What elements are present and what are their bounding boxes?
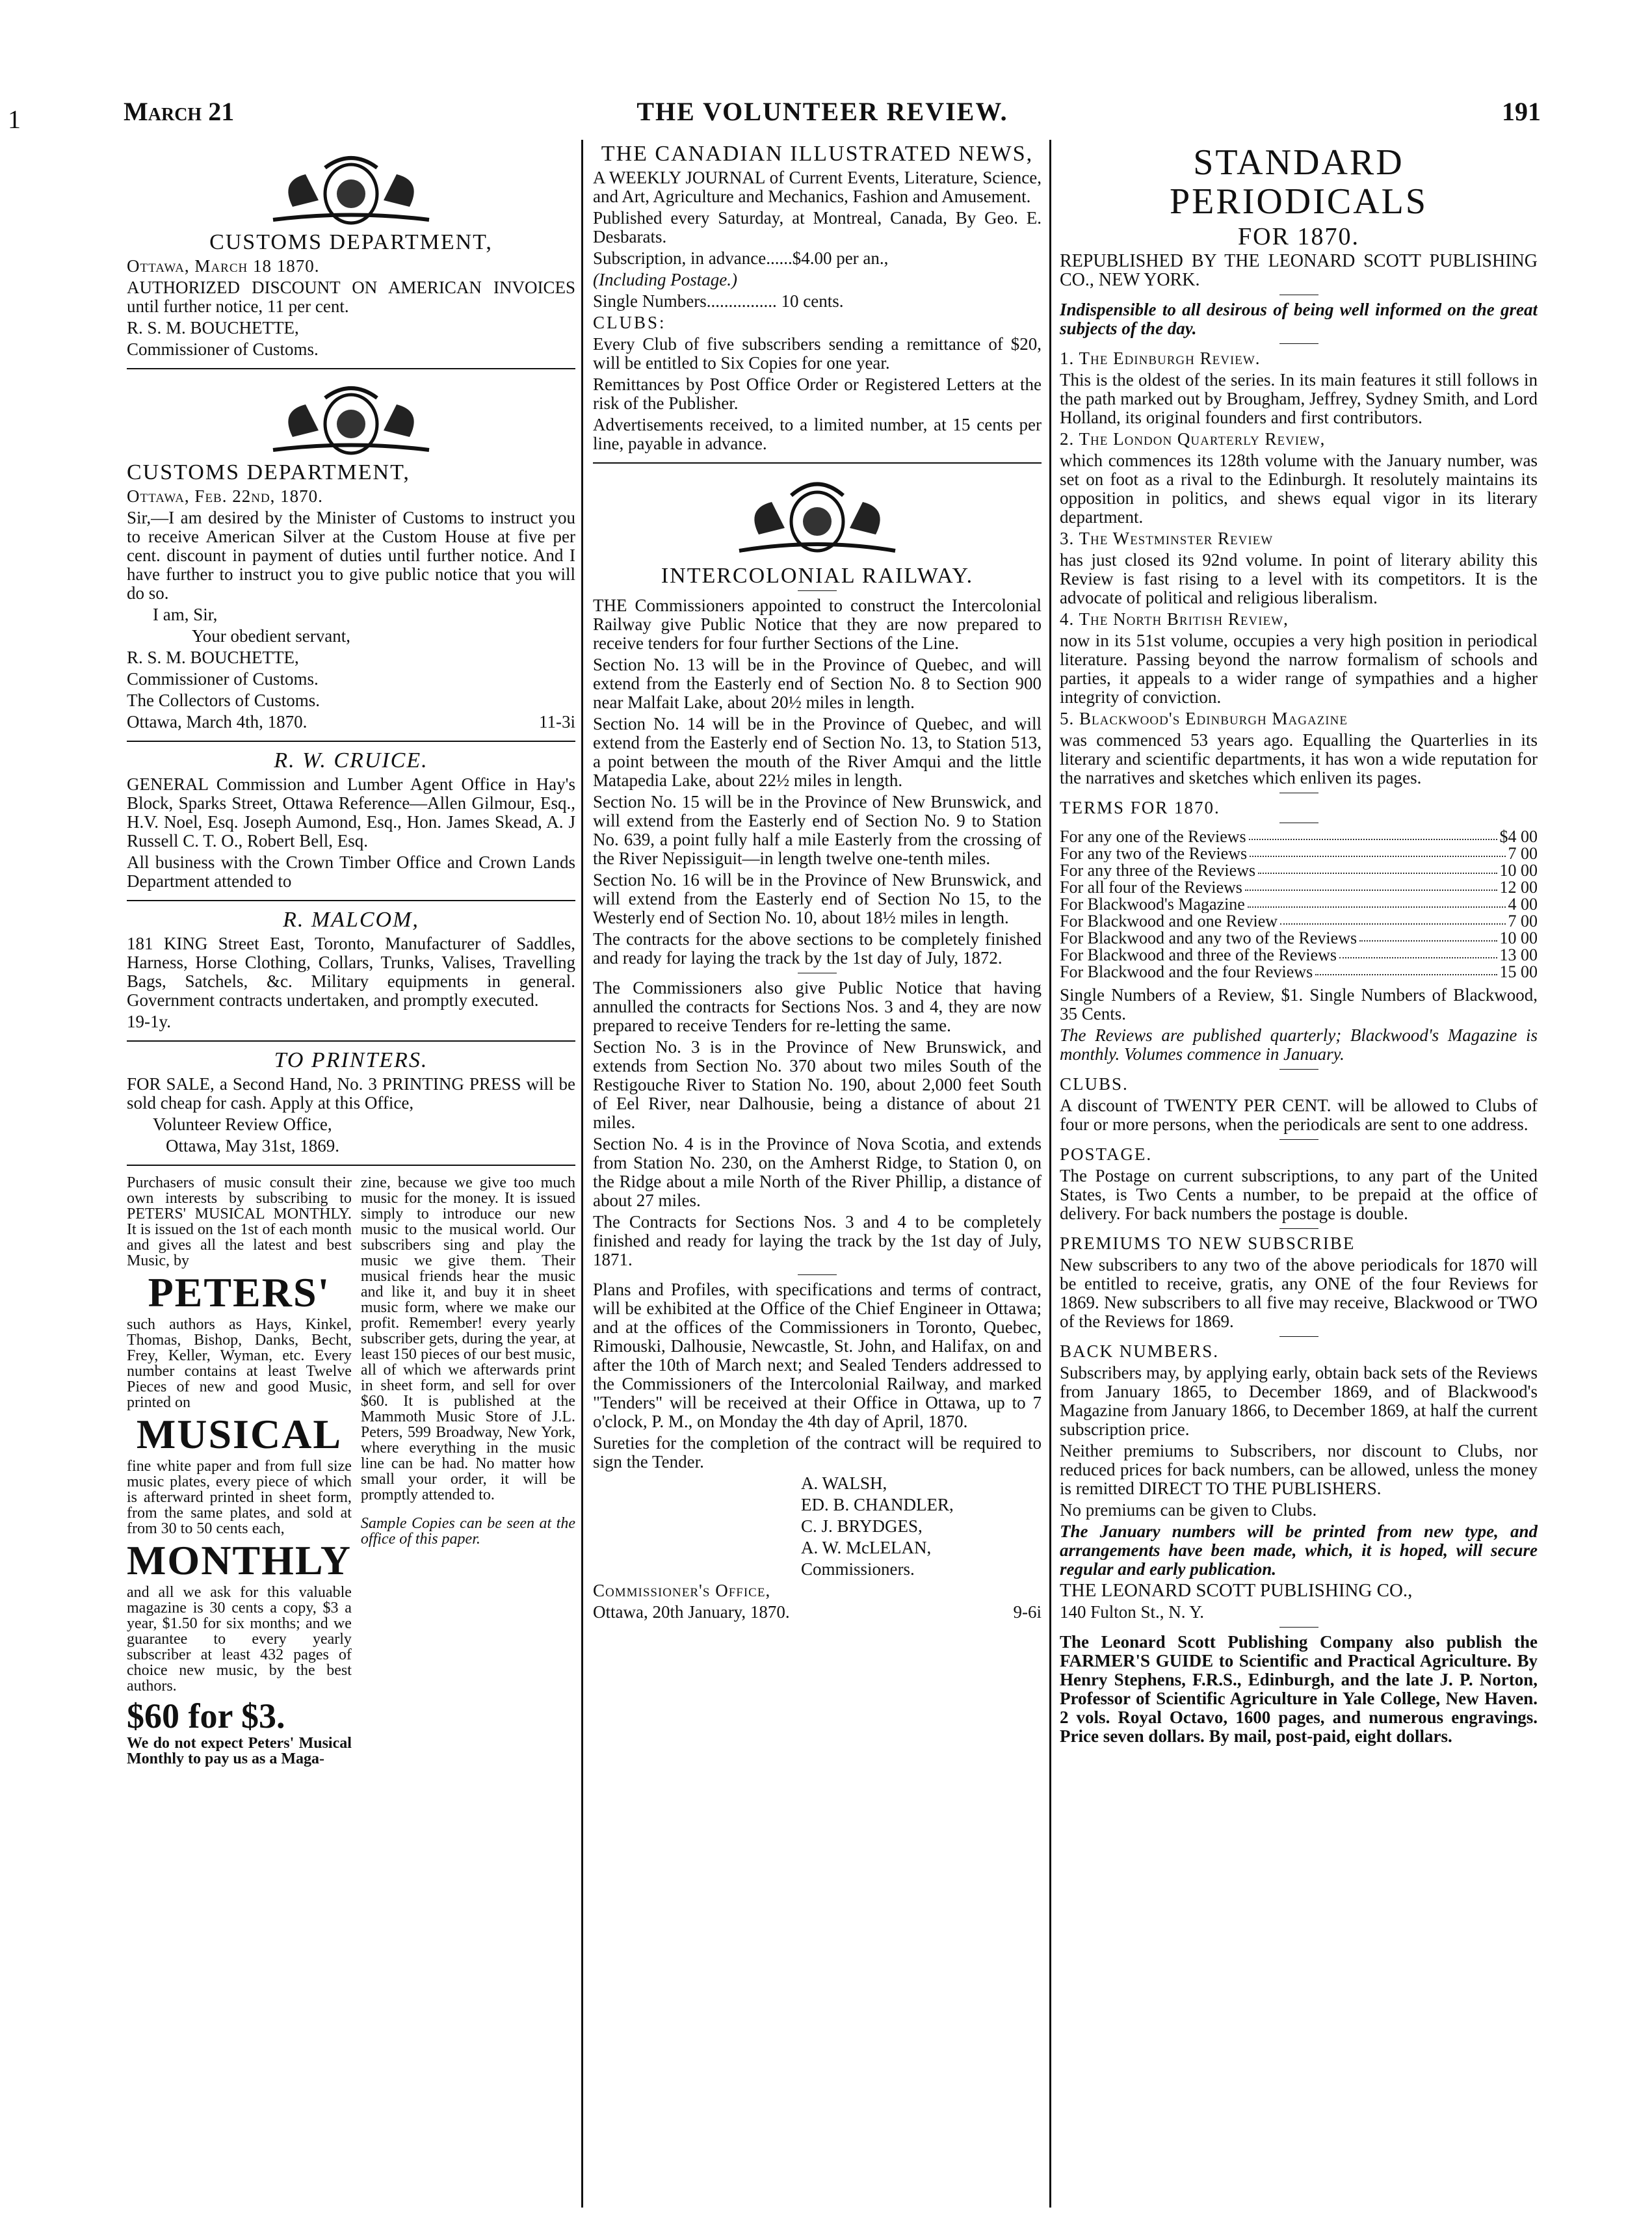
railway-p11: Plans and Profiles, with specifications and terms of contract, will be exhibited at the Office of the Chief Engineer in Ottawa; and at the offices of the Commissioners in Toronto, Quebec, Rimouski, Dalhousie, Newcastle, St. John, and Halifax, on and after the 10th of March next; and Sealed Tenders addressed to the Commissioners of the Intercolonial Railway, and marked "Tenders" will be received at their Office in Ottawa, up to 7 o'clock, P. M., on Monday the 4th day of April, 1870. — [593, 1280, 1042, 1431]
railway-office-date — [593, 1603, 1042, 1622]
railway-p3: Section No. 14 will be in the Province of Quebec, and will extend from the Easterly end of Section No. 13, to Station 513, a point between the mouth of the River Amqui and the little Matapedia Lake, about 22½ miles in length. — [593, 714, 1042, 790]
ad-ref: 19-1y. — [127, 1012, 171, 1031]
cruice-body: GENERAL Commission and Lumber Agent Office in Hay's Block, Sparks Street, Ottawa Reference—Allen Gilmour, Esq., H.V. Noel, Esq. Joseph Aumond, Esq., Hon. James Skead, A. J Russell C. T. O., Robert Bell, Esq. — [127, 774, 575, 851]
periodicals-year: FOR 1870. — [1238, 223, 1359, 250]
terms-row — [1060, 879, 1538, 896]
divider — [593, 462, 1042, 464]
leader-dots — [1249, 828, 1497, 840]
premiums-heading: PREMIUMS TO NEW SUBSCRIBE — [1060, 1233, 1356, 1253]
newspaper-title: THE VOLUNTEER REVIEW. — [636, 97, 1008, 126]
terms-row — [1060, 896, 1538, 913]
short-rule — [1279, 1069, 1318, 1070]
cin-clubs-body: Every Club of five subscribers sending a remittance of $20, will be entitled to Six Copies for one year. — [593, 334, 1042, 373]
customs-date: Ottawa, Feb. 22nd, 1870. — [127, 486, 323, 506]
sample-copies: Sample Copies can be seen at the office of this paper. — [360, 1515, 575, 1548]
clubs-body: A discount of TWENTY PER CENT. will be allowed to Clubs of four or more persons, when the periodicals are sent to one address. — [1060, 1096, 1538, 1134]
divider — [127, 1040, 575, 1042]
short-rule — [1279, 1627, 1318, 1628]
review-body: was commenced 53 years ago. Equalling the Quarterlies in its literary and scientific departments, it has won a wide reputation for the narratives and sketches which enliven its pages. — [1060, 730, 1538, 787]
leader-dots — [1248, 896, 1506, 908]
terms-row — [1060, 913, 1538, 930]
customs-signer: R. S. M. BOUCHETTE, — [127, 318, 299, 337]
cin-single: Single Numbers................ 10 cents. — [593, 291, 844, 311]
malcom-heading: R. MALCOM, — [283, 908, 419, 932]
premiums-body: New subscribers to any two of the above periodicals for 1870 will be entitled to receive, gratis, any ONE of the four Reviews for 1869. New subscribers to all five may receive, Blackwood or TWO of the Reviews for 1869. — [1060, 1255, 1538, 1331]
customs-signer-title: Commissioner of Customs. — [127, 669, 319, 689]
back-numbers-heading: BACK NUMBERS. — [1060, 1341, 1220, 1361]
cin-body: A WEEKLY JOURNAL of Current Events, Literature, Science, and Art, Agriculture and Mechanics, Fashion and Amusement. — [593, 168, 1042, 206]
margin-mark: 1 — [8, 105, 21, 134]
railway-p4: Section No. 15 will be in the Province of New Brunswick, and will extend from the Easterly end of Section No. 9 to Station No. 639, a point fully half a mile Easterly from the crossing of the River Nepissiguit—in length twelve one-tenth miles. — [593, 792, 1042, 868]
terms-label: For any one of the Reviews — [1060, 828, 1246, 845]
peters-text: Purchasers of music consult their own interests by subscribing to PETERS' MUSICAL MONTHLY. It is issued on the 1st of each month and gives all the latest and best Music, by — [127, 1174, 352, 1269]
peters-text: such authors as Hays, Kinkel, Thomas, Bishop, Danks, Becht, Frey, Keller, Wyman, etc. Every number contains at least Twelve Pieces of new and good Music, printed on — [127, 1316, 352, 1411]
customs-heading: CUSTOMS DEPARTMENT, — [209, 230, 493, 254]
railway-signatures — [593, 1474, 1042, 1579]
terms-heading: TERMS FOR 1870. — [1060, 798, 1220, 817]
customs-signer-title: Commissioner of Customs. — [127, 339, 319, 359]
divider — [127, 1165, 575, 1166]
commissioner-signature: Commissioners. — [801, 1559, 915, 1579]
review-heading: 2. The London Quarterly Review, — [1060, 429, 1326, 449]
customs-letter: Sir,—I am desired by the Minister of Customs to instruct you to receive American Silver at the Custom House at five per cent. discount in payment of duties until further notice. And I have further to instruct you to give public notice that you will do so. — [127, 508, 575, 603]
column-2 — [593, 143, 1042, 2209]
issue-date: March 21 — [124, 97, 235, 126]
customs-notice: AUTHORIZED DISCOUNT ON AMERICAN INVOICES until further notice, 11 per cent. — [127, 278, 575, 316]
publisher-name: THE LEONARD SCOTT PUBLISHING CO., — [1060, 1580, 1413, 1601]
back-numbers-body: Subscribers may, by applying early, obtain back sets of the Reviews from January 1865, to December 1869, and of Blackwood's Magazine from January 1866, to December 1869, at half the current subscription price. — [1060, 1363, 1538, 1439]
terms-label: For any three of the Reviews — [1060, 862, 1256, 879]
terms-price: 4 00 — [1508, 895, 1538, 914]
cruice-heading: R. W. CRUICE. — [274, 748, 428, 772]
published-note: The Reviews are published quarterly; Blackwood's Magazine is monthly. Volumes commence in January. — [1060, 1025, 1538, 1064]
customs-date: Ottawa, March 18 1870. — [127, 256, 320, 276]
ad-ref: 11-3i — [539, 712, 575, 732]
railway-office-date-text: Ottawa, 20th January, 1870. — [593, 1602, 790, 1622]
indispensible: Indispensible to all desirous of being well informed on the great subjects of the day. — [1060, 300, 1538, 338]
short-rule — [1279, 1336, 1318, 1337]
malcom-body: 181 KING Street East, Toronto, Manufacturer of Saddles, Harness, Horse Clothing, Collars, Trunks, Valises, Travelling Bags, Satchels, &c. Military equipments in general. Government contracts undertaken, and promptly executed. — [127, 934, 575, 1010]
peters-musical-monthly-ad — [127, 1175, 575, 1769]
terms-price: $4 00 — [1499, 827, 1538, 846]
printers-body: FOR SALE, a Second Hand, No. 3 PRINTING PRESS will be sold cheap for cash. Apply at this Office, — [127, 1074, 575, 1113]
price-offer: $60 for $3. — [127, 1696, 285, 1735]
railway-p2: Section No. 13 will be in the Province of Quebec, and will extend from the Easterly end of Section No. 8 to Section 900 near Malfait Lake, about 20½ miles in length. — [593, 655, 1042, 712]
cin-clubs-heading: CLUBS: — [593, 313, 666, 332]
page-number: 191 — [1502, 97, 1541, 126]
addressee: The Collectors of Customs. — [127, 691, 320, 710]
cruice-body-2: All business with the Crown Timber Office and Crown Lands Department attended to — [127, 852, 575, 891]
review-heading: 3. The Westminster Review — [1060, 529, 1274, 548]
column-3 — [1060, 143, 1538, 2209]
no-premiums: No premiums can be given to Clubs. — [1060, 1500, 1317, 1520]
cin-heading: THE CANADIAN ILLUSTRATED NEWS, — [601, 143, 1034, 166]
terms-label: For Blackwood and three of the Reviews — [1060, 947, 1337, 964]
review-body: which commences its 128th volume with the January number, was set on foot as a rival to the Edinburgh. It resolutely maintains its opposition in politics, and shews equal vigor in its literary department. — [1060, 451, 1538, 527]
addressee-date — [127, 713, 575, 732]
neither-note: Neither premiums to Subscribers, nor discount to Clubs, nor reduced prices for back numbers, can be allowed, unless the money is remitted DIRECT TO THE PUBLISHERS. — [1060, 1441, 1538, 1498]
commissioner-signature: A. W. McLELAN, — [801, 1538, 932, 1557]
review-body: now in its 51st volume, occupies a very high position in periodical literature. Passing beyond the narrow formalism of schools and parties, it appeals to a wider range of sympathies and a higher integrity of conviction. — [1060, 631, 1538, 707]
page-header — [104, 96, 1541, 142]
cin-body-2: Published every Saturday, at Montreal, Canada, By Geo. E. Desbarats. — [593, 208, 1042, 246]
leader-dots — [1250, 845, 1505, 857]
printers-heading: TO PRINTERS. — [274, 1048, 428, 1072]
peters-text: zine, because we give too much music for the money. It is issued simply to introduce our new music to the musical world. Our subscribers sing and play the music we give them. Their musical friends hear the music and like it, and buy it in sheet music form, where we make our profit. Remember! every yearly subscriber gets, during the year, at least 150 pieces of our best music, all of which we afterwards print in sheet form, and sell for over $60. It is published at the Mammoth Music Store of J.L. Peters, 599 Broadway, New York, where everything in the music line can be had. No matter how small your order, it will be promptly attended to. — [360, 1174, 575, 1503]
railway-p5: Section No. 16 will be in the Province of New Brunswick, and will extend from the Easterly end of Section No 15, to the Westerly end of Section No. 10, about 18½ miles in length. — [593, 870, 1042, 927]
ad-ref: 9-6i — [1013, 1602, 1042, 1622]
printers-address: Ottawa, May 31st, 1869. — [166, 1136, 339, 1155]
review-body: has just closed its 92nd volume. In point of literary ability this Review is fast rising to a level with its competitors. It is the advocate of political and religious liberalism. — [1060, 550, 1538, 607]
railway-heading: INTERCOLONIAL RAILWAY. — [661, 564, 974, 588]
peters-wordmark: PETERS' — [148, 1269, 331, 1315]
cin-subscription: Subscription, in advance......$4.00 per an., — [593, 248, 889, 268]
railway-p8: Section No. 3 is in the Province of New Brunswick, and extends from Section No. 370 about two miles South of the Restigouche River to Station No. 190, about 2,000 feet South of Eel River, near Dalhousie, being a distance of about 21 miles. — [593, 1037, 1042, 1132]
commissioner-signature: ED. B. CHANDLER, — [801, 1495, 954, 1514]
railway-office: Commissioner's Office, — [593, 1581, 771, 1600]
terms-row — [1060, 947, 1538, 964]
cin-remit: Remittances by Post Office Order or Registered Letters at the risk of the Publisher. — [593, 375, 1042, 413]
royal-crest-icon — [720, 473, 915, 557]
leader-dots — [1280, 913, 1505, 925]
postage-body: The Postage on current subscriptions, to any part of the United States, is Two Cents a number, to be prepaid at the office of delivery. For back numbers the postage is double. — [1060, 1166, 1538, 1223]
musical-wordmark: MUSICAL — [136, 1411, 343, 1457]
railway-p1: THE Commissioners appointed to construct the Intercolonial Railway give Public Notice that they are now prepared to receive tenders for four further Sections of the Line. — [593, 596, 1042, 653]
farmers-guide: The Leonard Scott Publishing Company also publish the FARMER'S GUIDE to Scientific and Practical Agriculture. By Henry Stephens, F.R.S., Edinburgh, and the late J. P. Norton, Professor of Scientific Agriculture in Yale College, New Haven. 2 vols. Royal Octavo, 1600 pages, and numerous engravings. Price seven dollars. By mail, post-paid, eight dollars. — [1060, 1632, 1538, 1746]
divider — [127, 741, 575, 742]
railway-p6: The contracts for the above sections to be completely finished and ready for laying the track by the 1st day of July, 1872. — [593, 929, 1042, 968]
cin-adverts: Advertisements received, to a limited number, at 15 cents per line, payable in advance. — [593, 415, 1042, 453]
short-rule — [1279, 343, 1318, 344]
peters-right — [361, 1175, 575, 1769]
january-note: The January numbers will be printed from new type, and arrangements have been made, which, it is hoped, will secure regular and early publication. — [1060, 1522, 1538, 1579]
railway-p9: Section No. 4 is in the Province of Nova Scotia, and extends from Station No. 230, on the Amherst Ridge, to Station 0, on the Ridge about a mile North of the River Phillip, a distance of about 27 miles. — [593, 1134, 1042, 1210]
cin-including: (Including Postage.) — [593, 270, 737, 289]
short-rule — [798, 1274, 837, 1275]
review-heading: 5. Blackwood's Edinburgh Magazine — [1060, 709, 1348, 728]
addressee-date-text: Ottawa, March 4th, 1870. — [127, 712, 308, 732]
terms-label: For Blackwood and one Review — [1060, 913, 1278, 930]
leader-dots — [1258, 862, 1497, 874]
leader-dots — [1359, 930, 1497, 942]
terms-label: For Blackwood and any two of the Reviews — [1060, 930, 1357, 947]
terms-price: 10 00 — [1499, 929, 1538, 947]
terms-row — [1060, 964, 1538, 981]
review-body: This is the oldest of the series. In its main features it still follows in the path marked out by Brougham, Jeffrey, Sydney Smith, and Lord Holland, its original founders and first contributors. — [1060, 370, 1538, 427]
closing: Your obedient servant, — [192, 626, 350, 646]
divider — [127, 368, 575, 369]
terms-label: For all four of the Reviews — [1060, 879, 1242, 896]
commissioner-signature: A. WALSH, — [801, 1473, 887, 1493]
leader-dots — [1245, 879, 1497, 891]
leader-dots — [1339, 947, 1497, 958]
terms-row — [1060, 930, 1538, 947]
terms-row — [1060, 862, 1538, 879]
column-rule-1 — [581, 140, 583, 2208]
peters-text: fine white paper and from full size music plates, every piece of which is afterward printed in sheet form, from the same plates, and sold at from 30 to 50 cents each, — [127, 1458, 352, 1537]
terms-row — [1060, 845, 1538, 862]
terms-label: For any two of the Reviews — [1060, 845, 1248, 862]
railway-p12: Sureties for the completion of the contract will be required to sign the Tender. — [593, 1433, 1042, 1471]
periodicals-title: STANDARD PERIODICALS — [1169, 143, 1428, 222]
terms-label: For Blackwood's Magazine — [1060, 896, 1245, 913]
peters-left — [127, 1175, 352, 1769]
postage-heading: POSTAGE. — [1060, 1144, 1153, 1164]
railway-p10: The Contracts for Sections Nos. 3 and 4 to be completely finished and ready for laying the track by the 1st day of July, 1871. — [593, 1212, 1042, 1269]
royal-crest-icon — [254, 378, 449, 456]
closing: I am, Sir, — [153, 605, 218, 624]
divider — [127, 900, 575, 901]
peters-text: and all we ask for this valuable magazine is 30 cents a copy, $3 a year, $1.50 for six months; and we guarantee to every yearly subscriber at least 432 pages of choice new music, by the best authors. — [127, 1584, 352, 1695]
short-rule — [1279, 1228, 1318, 1229]
terms-label: For Blackwood and the four Reviews — [1060, 964, 1313, 981]
leader-dots — [1315, 964, 1497, 975]
column-1 — [127, 143, 575, 2209]
terms-price: 13 00 — [1499, 945, 1538, 964]
short-rule — [798, 590, 837, 591]
terms-price: 12 00 — [1499, 878, 1538, 897]
terms-price: 10 00 — [1499, 861, 1538, 880]
customs-signer: R. S. M. BOUCHETTE, — [127, 648, 299, 667]
publisher-address: 140 Fulton St., N. Y. — [1060, 1602, 1205, 1622]
clubs-heading: CLUBS. — [1060, 1074, 1129, 1094]
short-rule — [1279, 1139, 1318, 1140]
terms-list — [1060, 828, 1538, 981]
review-heading: 1. The Edinburgh Review. — [1060, 349, 1261, 368]
terms-row — [1060, 828, 1538, 845]
terms-price: 15 00 — [1499, 962, 1538, 981]
column-rule-2 — [1049, 140, 1051, 2208]
single-numbers: Single Numbers of a Review, $1. Single Numbers of Blackwood, 35 Cents. — [1060, 985, 1538, 1023]
monthly-wordmark: MONTHLY — [127, 1537, 352, 1583]
terms-price: 7 00 — [1508, 912, 1538, 930]
commissioner-signature: C. J. BRYDGES, — [801, 1516, 923, 1536]
customs-heading: CUSTOMS DEPARTMENT, — [127, 460, 410, 484]
railway-p7: The Commissioners also give Public Notice that having annulled the contracts for Sections Nos. 3 and 4, they are now prepared to receive Tenders for re-letting the same. — [593, 978, 1042, 1035]
printers-address: Volunteer Review Office, — [153, 1114, 332, 1134]
royal-crest-icon — [254, 148, 449, 226]
peters-text: We do not expect Peters' Musical Monthly to pay us as a Maga- — [127, 1735, 352, 1767]
republished-by: REPUBLISHED BY THE LEONARD SCOTT PUBLISHING CO., NEW YORK. — [1060, 251, 1538, 290]
review-heading: 4. The North British Review, — [1060, 609, 1289, 629]
terms-price: 7 00 — [1508, 844, 1538, 863]
